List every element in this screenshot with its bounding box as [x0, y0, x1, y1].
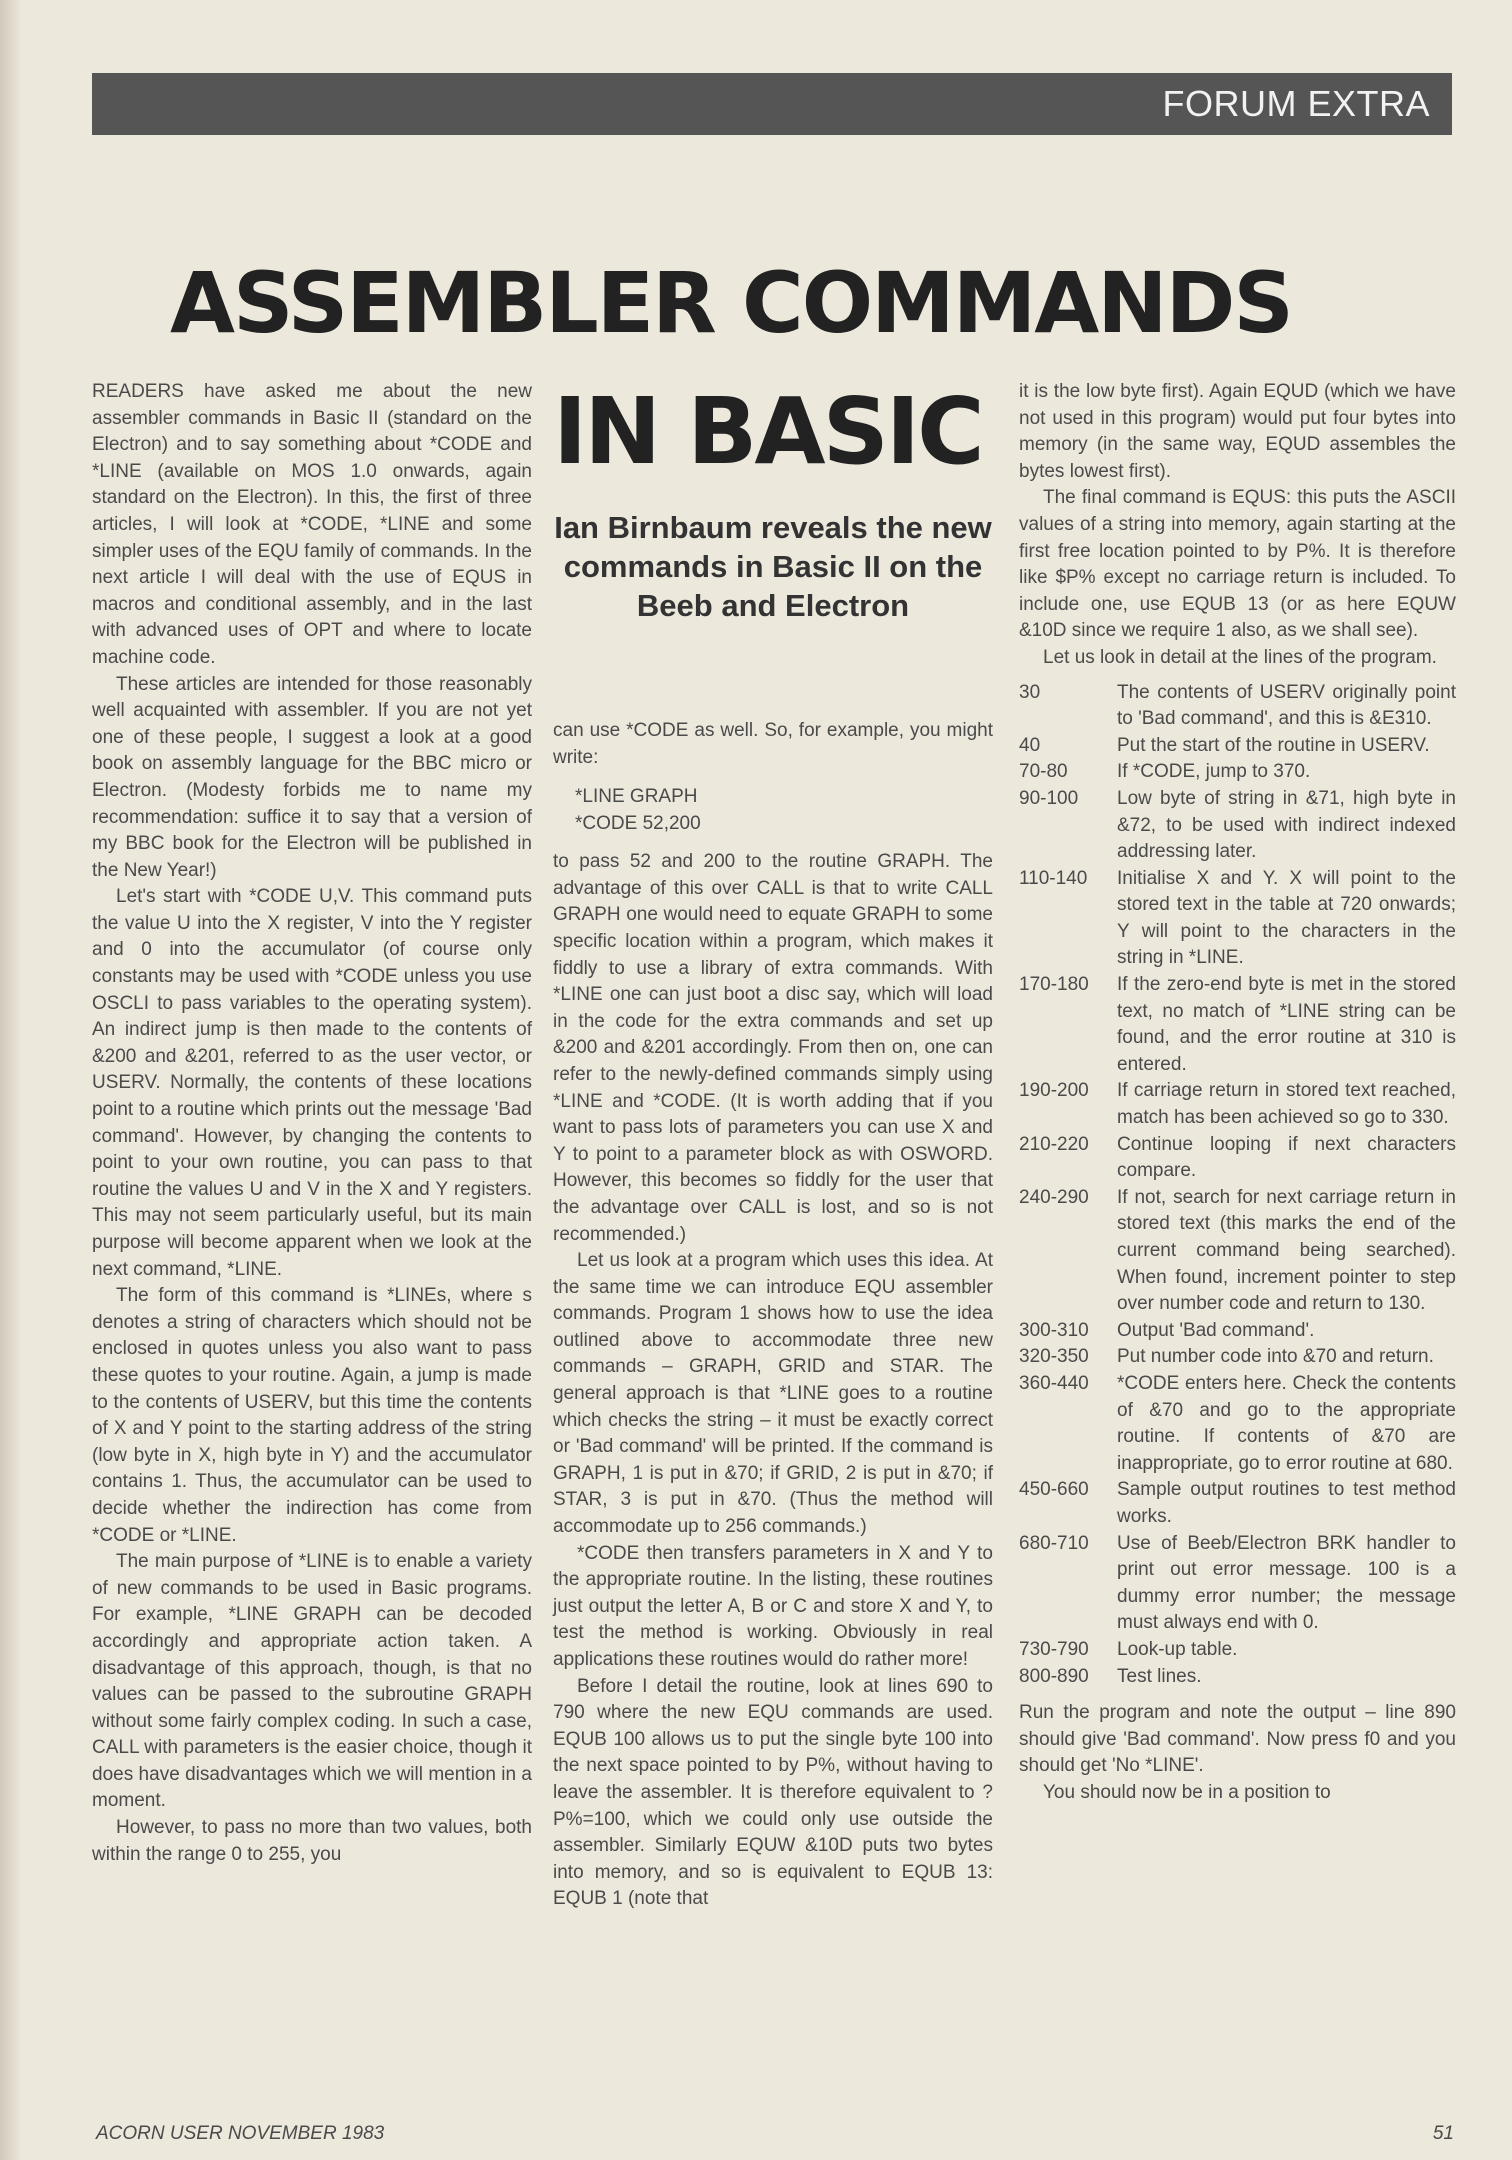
paragraph: *CODE then transfers parameters in X and Y to the appropriate routine. In the listing, these routines just output the letter A, B or C and store X and Y, to test the method is working. Obviously in real applications these routines would do rather more! — [553, 1542, 993, 1670]
list-item — [1019, 1078, 1456, 1131]
list-item — [1019, 972, 1456, 1078]
line-range: 680-710 — [1019, 1532, 1089, 1554]
list-item — [1019, 733, 1456, 760]
section-banner — [92, 73, 1452, 135]
line-note: Look-up table. — [1117, 1638, 1238, 1660]
line-note: Put number code into &70 and return. — [1117, 1346, 1434, 1368]
list-item — [1019, 759, 1456, 786]
line-note: If carriage return in stored text reached, match has been achieved so go to 330. — [1117, 1080, 1456, 1129]
standfirst: Ian Birnbaum reveals the new commands in Basic II on the Beeb and Electron — [554, 510, 992, 623]
list-item — [1019, 1477, 1456, 1530]
paragraph: The main purpose of *LINE is to enable a variety of new commands to be used in Basic programs. For example, *LINE GRAPH can be decoded accordingly and appropriate action taken. A disadvantage of this approach, though, is that no values can be passed to the subroutine GRAPH without some fairly complex coding. In such a case, CALL with parameters is the easier choice, though it does have disadvantages which we will mention in a moment. — [92, 1551, 532, 1812]
line-note: If the zero-end byte is met in the stored text, no match of *LINE string can be found, and the error routine at 310 is entered. — [1117, 974, 1456, 1075]
line-range: 90-100 — [1019, 787, 1079, 809]
line-range: 40 — [1019, 734, 1041, 756]
paragraph: READERS have asked me about the new assembler commands in Basic II (standard on the Electron) and to say something about *CODE and *LINE (available on MOS 1.0 onwards, again standard on the Electron). In this, the first of three articles, I will look at *CODE, *LINE and some simpler uses of the EQU family of commands. In the next article I will deal with the use of EQUS in macros and conditional assembly, and in the last with advanced uses of OPT and where to locate machine code. — [92, 381, 532, 668]
line-range: 300-310 — [1019, 1319, 1089, 1341]
line-note: Use of Beeb/Electron BRK handler to print out error message. 100 is a dummy error number; the message must always end with 0. — [1117, 1532, 1456, 1634]
paragraph: Let us look in detail at the lines of the program. — [1043, 646, 1437, 668]
list-item — [1019, 1637, 1456, 1664]
article-column-3 — [1019, 379, 1456, 1806]
line-note: Continue looping if next characters compare. — [1117, 1133, 1456, 1182]
line-range: 70-80 — [1019, 761, 1068, 783]
article-column-1 — [92, 379, 532, 1868]
line-range: 800-890 — [1019, 1665, 1089, 1687]
paragraph: it is the low byte first). Again EQUD (which we have not used in this program) would put four bytes into memory (in the same way, EQUD assembles the bytes lowest first). — [1019, 381, 1456, 482]
line-range: 210-220 — [1019, 1133, 1089, 1155]
article-column-2 — [553, 718, 993, 1913]
line-note: Output 'Bad command'. — [1117, 1319, 1315, 1341]
line-note: Low byte of string in &71, high byte in &72, to be used with indirect indexed addressing later. — [1117, 787, 1456, 863]
paragraph: Before I detail the routine, look at lines 690 to 790 where the new EQU commands are used. EQUB 100 allows us to put the single byte 100 into the next space pointed to by P%, without having to leave the assembler. It is therefore equivalent to ?P%=100, which we could only use outside the assembler. Similarly EQUW &10D puts two bytes into memory, and so is equivalent to EQUB 13: EQUB 1 (note that — [553, 1675, 993, 1910]
list-item — [1019, 1664, 1456, 1691]
list-item — [1019, 866, 1456, 972]
list-item — [1019, 1185, 1456, 1318]
list-item — [1019, 786, 1456, 866]
paragraph: Let's start with *CODE U,V. This command puts the value U into the X register, V into the Y register and 0 into the accumulator (of course only constants may be used with *CODE unless you use OSCLI to pass variables to the operating system). An indirect jump is then made to the contents of &200 and &201, referred to as the user vector, or USERV. Normally, the contents of these locations point to a routine which prints out the message 'Bad command'. However, by changing the contents to point to your own routine, you can pass to that routine the values U and V in the X and Y registers. This may not seem particularly useful, but its main purpose will become apparent when we look at the next command, *LINE. — [92, 886, 532, 1280]
line-note: Test lines. — [1117, 1665, 1202, 1687]
line-note: *CODE enters here. Check the contents of &70 and go to the appropriate routine. If contents of &70 are inappropriate, go to error routine at 680. — [1117, 1372, 1456, 1474]
footer-page-number: 51 — [1432, 2123, 1454, 2144]
paragraph: The final command is EQUS: this puts the ASCII values of a string into memory, again starting at the first free location pointed to by P%. It is therefore like $P% except no carriage return is included. To include one, use EQUB 13 (or as here EQUW &10D since we require 1 also, as we shall see). — [1019, 487, 1456, 642]
line-range: 360-440 — [1019, 1372, 1089, 1394]
code-line: *LINE GRAPH — [575, 786, 698, 808]
line-note: Sample output routines to test method works. — [1117, 1479, 1456, 1527]
paragraph: You should now be in a position to — [1043, 1781, 1331, 1803]
section-banner-label: FORUM EXTRA — [1162, 83, 1430, 124]
paragraph: The form of this command is *LINEs, where s denotes a string of characters which should not be enclosed in quotes unless you also want to pass these quotes to your routine. Again, a jump is made to the contents of USERV, but this time the contents of X and Y point to the starting address of the string (low byte in X, high byte in Y) and the accumulator contains 1. Thus, the accumulator can be used to decide whether the indirection has come from *CODE or *LINE. — [92, 1285, 532, 1546]
list-item — [1019, 1132, 1456, 1185]
line-range: 190-200 — [1019, 1080, 1089, 1102]
list-item — [1019, 1531, 1456, 1637]
line-note: Put the start of the routine in USERV. — [1117, 734, 1430, 756]
headline-line-1: ASSEMBLER COMMANDS — [170, 254, 1292, 352]
line-range: 110-140 — [1019, 867, 1088, 889]
line-note: Initialise X and Y. X will point to the stored text in the table at 720 onwards; Y will point to the characters in the string in *LINE. — [1117, 867, 1456, 969]
line-notes-list — [1019, 680, 1456, 1691]
code-example — [575, 783, 993, 837]
line-range: 240-290 — [1019, 1186, 1089, 1208]
line-note: If *CODE, jump to 370. — [1117, 761, 1311, 783]
paragraph: Run the program and note the output – line 890 should give 'Bad command'. Now press f0 and you should get 'No *LINE'. — [1019, 1702, 1456, 1777]
headline-line-2: IN BASIC — [553, 378, 982, 485]
paragraph: However, to pass no more than two values, both within the range 0 to 255, you — [92, 1817, 532, 1865]
paragraph: can use *CODE as well. So, for example, you might write: — [553, 720, 993, 768]
line-note: If not, search for next carriage return in stored text (this marks the end of the current command being searched). When found, increment pointer to step over number code and return to 130. — [1117, 1186, 1456, 1315]
paragraph: These articles are intended for those reasonably well acquainted with assembler. If you are not yet one of these people, I suggest a look at a good book on assembly language for the BBC micro or Electron. (Modesty forbids me to name my recommendation: suffice it to say that a version of my BBC book for the Electron will be published in the New Year!) — [92, 673, 532, 881]
line-range: 320-350 — [1019, 1346, 1089, 1368]
list-item — [1019, 1318, 1456, 1345]
paragraph: to pass 52 and 200 to the routine GRAPH. The advantage of this over CALL is that to write CALL GRAPH one would need to equate GRAPH to some specific location within a program, which makes it fiddly to use a library of extra commands. With *LINE one can just boot a disc say, which will load in the code for the extra commands and set up &200 and &201 accordingly. From then on, one can refer to the newly-defined commands simply using *LINE and *CODE. (It is worth adding that if you want to pass lots of parameters you can use X and Y to point to a parameter block as with OSWORD. However, this becomes so fiddly for the user that the advantage over CALL is lost, and so is not recommended.) — [553, 851, 993, 1245]
list-item — [1019, 680, 1456, 733]
code-line: *CODE 52,200 — [575, 813, 701, 835]
line-range: 730-790 — [1019, 1638, 1089, 1660]
line-range: 450-660 — [1019, 1479, 1089, 1501]
paragraph: Let us look at a program which uses this idea. At the same time we can introduce EQU assembler commands. Program 1 shows how to use the idea outlined above to accommodate three new commands – GRAPH, GRID and STAR. The general approach is that *LINE goes to a routine which checks the string – it must be exactly correct or 'Bad command' will be printed. If the command is GRAPH, 1 is put in &70; if GRID, 2 is put in &70; if STAR, 3 is put in &70. (Thus the method will accommodate up to 256 commands.) — [553, 1250, 993, 1538]
list-item — [1019, 1371, 1456, 1477]
list-item — [1019, 1344, 1456, 1371]
page-gutter-shadow — [0, 0, 22, 2160]
line-range: 170-180 — [1019, 974, 1089, 996]
line-note: The contents of USERV originally point to 'Bad command', and this is &E310. — [1117, 681, 1456, 730]
line-range: 30 — [1019, 681, 1041, 703]
footer-magazine: ACORN USER NOVEMBER 1983 — [96, 2123, 385, 2144]
